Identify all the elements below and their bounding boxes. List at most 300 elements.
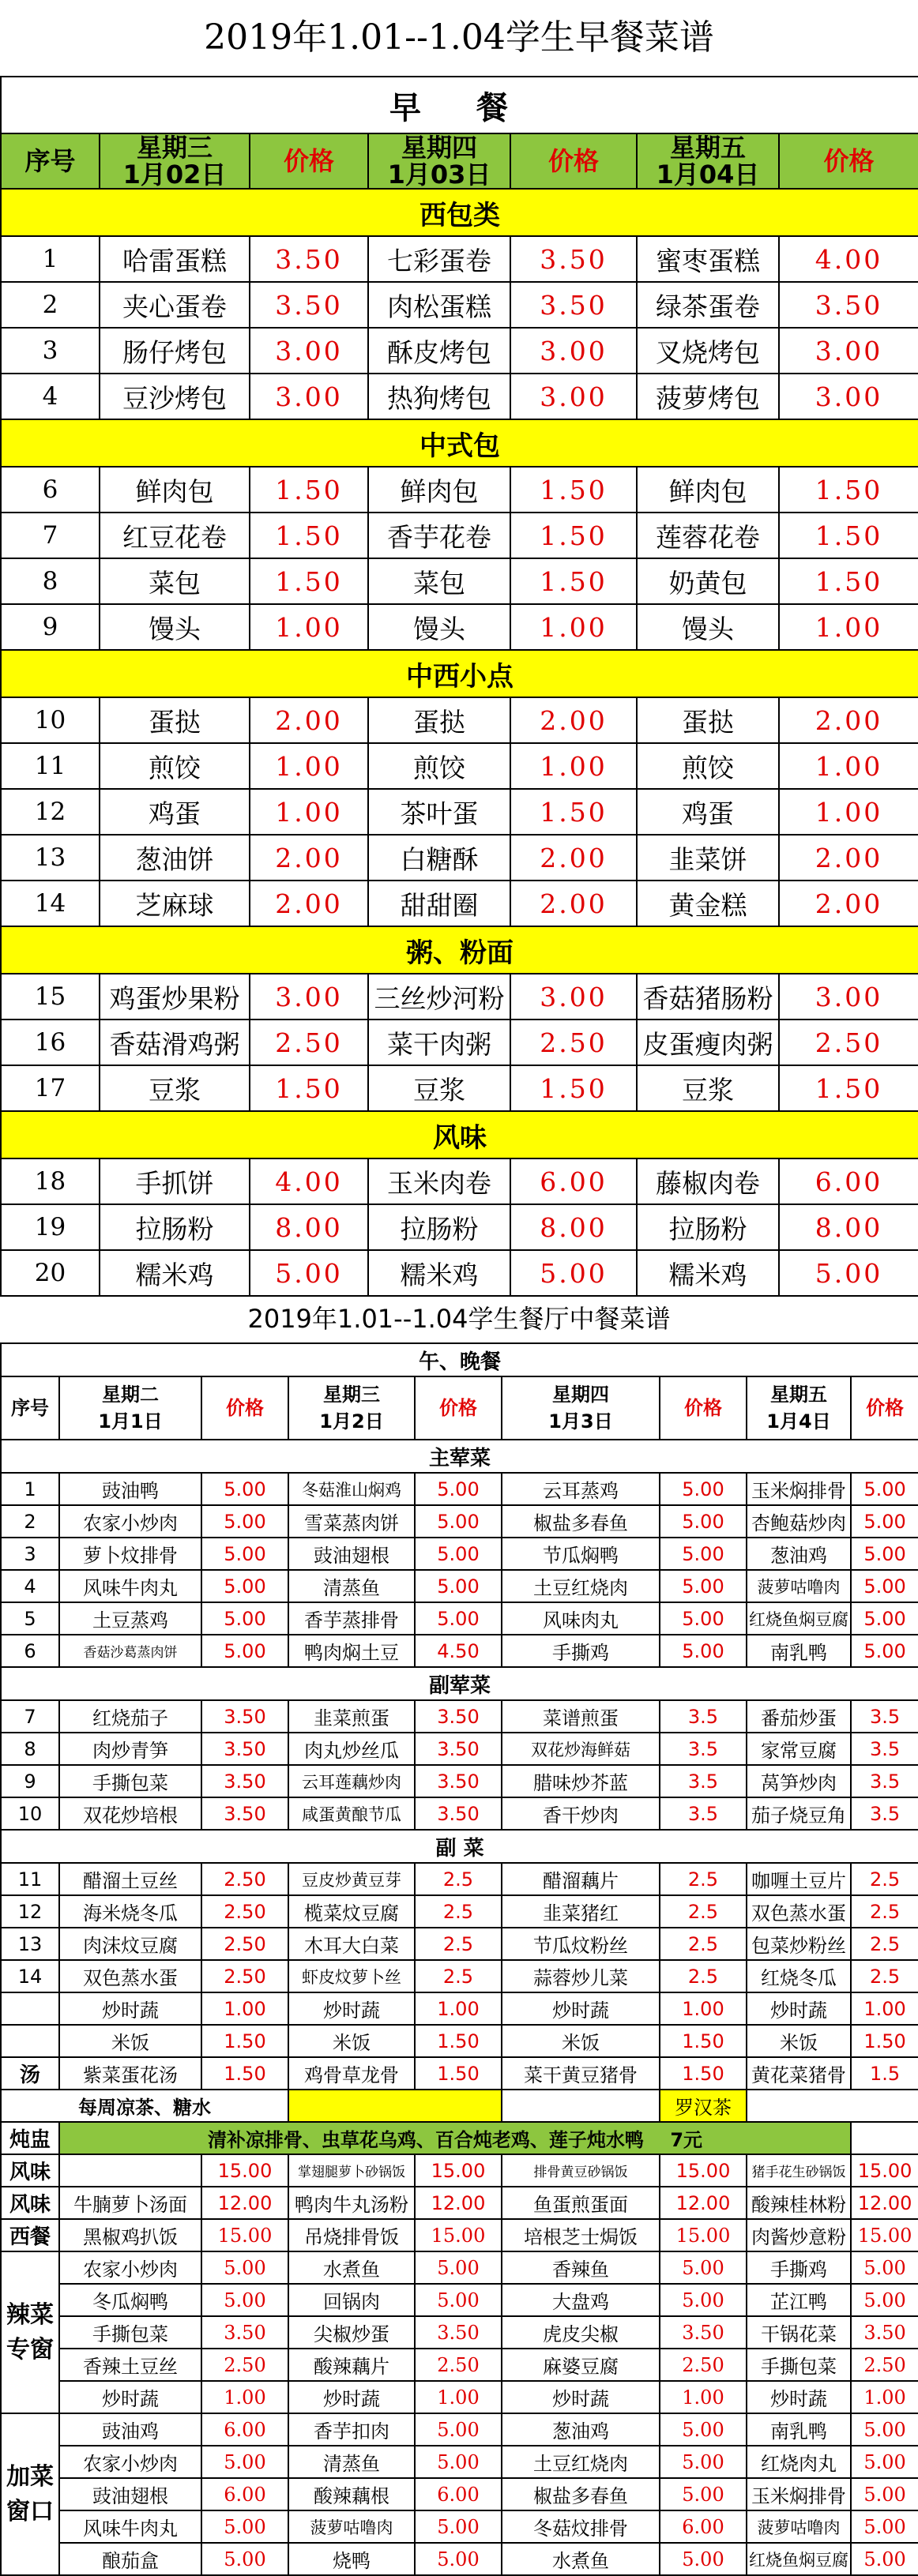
price-cell: 5.00 xyxy=(250,1250,368,1296)
price-cell: 5.00 xyxy=(851,2510,918,2543)
dish-cell: 冬菇淮山焖鸡 xyxy=(288,1473,415,1505)
price-cell: 5.00 xyxy=(851,2413,918,2446)
price-cell: 2.5 xyxy=(660,1863,747,1895)
dish-cell: 双花炒培根 xyxy=(59,1797,201,1830)
price-cell: 5.00 xyxy=(415,1602,502,1635)
dish-cell: 鸭肉焖土豆 xyxy=(288,1635,415,1667)
dish-cell: 手撕鸡 xyxy=(747,2251,851,2284)
stew-row xyxy=(1,2122,918,2154)
dish-cell: 白糖酥 xyxy=(368,835,510,881)
menu-row xyxy=(1,2025,918,2057)
price-cell: 3.50 xyxy=(779,282,918,328)
dish-cell: 炒时蔬 xyxy=(502,1992,660,2025)
price-cell: 1.50 xyxy=(779,1065,918,1111)
price-cell: 2.50 xyxy=(779,1020,918,1065)
menu-row xyxy=(1,697,918,743)
section-row xyxy=(1,926,918,974)
price-cell: 15.00 xyxy=(851,2154,918,2187)
price-cell: 5.00 xyxy=(201,2510,288,2543)
header-day: 星期五 1月4日 xyxy=(747,1376,851,1440)
dish-cell: 木耳大白菜 xyxy=(288,1928,415,1960)
extra-row xyxy=(1,2446,918,2478)
dish-cell: 海米烧冬瓜 xyxy=(59,1895,201,1928)
price-cell: 1.00 xyxy=(660,1992,747,2025)
price-cell: 12.00 xyxy=(660,2187,747,2219)
price-cell: 3.00 xyxy=(779,374,918,419)
dish-cell: 拉肠粉 xyxy=(637,1204,779,1250)
dish-cell: 清蒸鱼 xyxy=(288,1570,415,1602)
price-cell: 3.50 xyxy=(851,2316,918,2349)
price-cell: 6.00 xyxy=(201,2413,288,2446)
meal-row xyxy=(1,1343,918,1376)
dish-cell: 培根芝士焗饭 xyxy=(502,2219,660,2251)
dish-cell: 菠萝咕噜肉 xyxy=(747,1570,851,1602)
price-cell: 3.00 xyxy=(250,974,368,1020)
dish-cell: 菠萝烤包 xyxy=(637,374,779,419)
dish-cell: 农家小炒肉 xyxy=(59,2446,201,2478)
price-cell: 2.50 xyxy=(415,2349,502,2381)
header-day: 星期四 1月03日 xyxy=(368,133,510,189)
price-cell: 1.50 xyxy=(250,558,368,604)
price-cell: 12.00 xyxy=(415,2187,502,2219)
dish-cell: 莴笋炒肉 xyxy=(747,1765,851,1797)
price-cell: 1.00 xyxy=(201,2381,288,2413)
dish-cell: 藤椒肉卷 xyxy=(637,1158,779,1204)
dish-cell: 茶叶蛋 xyxy=(368,789,510,835)
dish-cell: 鲜肉包 xyxy=(368,467,510,513)
extra-row xyxy=(1,2543,918,2575)
header-price: 价格 xyxy=(660,1376,747,1440)
row-number: 4 xyxy=(1,1570,59,1602)
dish-cell: 拉肠粉 xyxy=(368,1204,510,1250)
row-number: 11 xyxy=(1,1863,59,1895)
header-day: 星期四 1月3日 xyxy=(502,1376,660,1440)
row-number: 17 xyxy=(1,1065,100,1111)
menu-row xyxy=(1,1250,918,1296)
menu-row xyxy=(1,1765,918,1797)
price-cell: 5.00 xyxy=(660,1570,747,1602)
dish-cell: 米饭 xyxy=(502,2025,660,2057)
dish-cell: 菜干肉粥 xyxy=(368,1020,510,1065)
dish-cell: 热狗烤包 xyxy=(368,374,510,419)
dish-cell: 馒头 xyxy=(368,604,510,650)
dish-cell: 肉松蛋糕 xyxy=(368,282,510,328)
extra-row xyxy=(1,2413,918,2446)
stew-price: 7元 xyxy=(670,2129,703,2151)
dish-cell: 炒时蔬 xyxy=(747,1992,851,2025)
price-cell: 5.00 xyxy=(415,2510,502,2543)
price-cell: 5.00 xyxy=(660,1473,747,1505)
price-cell: 3.50 xyxy=(201,1765,288,1797)
header-price: 价格 xyxy=(779,133,918,189)
menu-row xyxy=(1,1992,918,2025)
row-number: 6 xyxy=(1,1635,59,1667)
price-cell: 1.50 xyxy=(201,2057,288,2090)
price-cell: 2.50 xyxy=(201,1895,288,1928)
menu-row xyxy=(1,1570,918,1602)
dish-cell: 吊烧排骨饭 xyxy=(288,2219,415,2251)
dish-cell: 莲蓉花卷 xyxy=(637,513,779,558)
price-cell: 1.50 xyxy=(415,2025,502,2057)
price-cell: 3.50 xyxy=(660,2316,747,2349)
price-cell: 2.00 xyxy=(510,697,637,743)
dish-cell: 萝卜炆排骨 xyxy=(59,1538,201,1570)
dish-cell: 炒时蔬 xyxy=(747,2381,851,2413)
row-number: 3 xyxy=(1,328,100,374)
price-cell: 4.00 xyxy=(250,1158,368,1204)
dish-cell: 糯米鸡 xyxy=(100,1250,250,1296)
row-number: 13 xyxy=(1,1928,59,1960)
header-no: 序号 xyxy=(1,1376,59,1440)
price-cell: 5.00 xyxy=(660,2478,747,2510)
price-cell: 6.00 xyxy=(201,2478,288,2510)
price-cell: 2.5 xyxy=(415,1928,502,1960)
dish-cell: 鸡蛋 xyxy=(100,789,250,835)
dish-cell: 米饭 xyxy=(747,2025,851,2057)
weekly-drink-empty xyxy=(502,2090,660,2122)
dish-cell: 醋溜藕片 xyxy=(502,1863,660,1895)
dish-cell: 农家小炒肉 xyxy=(59,2251,201,2284)
spicy-row xyxy=(1,2251,918,2284)
header-day: 星期三 1月2日 xyxy=(288,1376,415,1440)
dish-cell: 烧鸭 xyxy=(288,2543,415,2575)
dish-cell: 葱油鸡 xyxy=(747,1538,851,1570)
dish-cell: 肉酱炒意粉 xyxy=(747,2219,851,2251)
menu-row xyxy=(1,236,918,282)
price-cell: 5.00 xyxy=(660,1635,747,1667)
lunch-title: 2019年1.01--1.04学生餐厅中餐菜谱 xyxy=(247,1304,671,1334)
row-number: 4 xyxy=(1,374,100,419)
dish-cell: 哈雷蛋糕 xyxy=(100,236,250,282)
price-cell: 12.00 xyxy=(201,2187,288,2219)
price-cell: 2.50 xyxy=(851,2349,918,2381)
menu-row xyxy=(1,1960,918,1992)
price-cell: 1.50 xyxy=(510,1065,637,1111)
dish-cell: 豆浆 xyxy=(100,1065,250,1111)
section-row xyxy=(1,650,918,697)
weekly-drink-label: 每周凉茶、糖水 xyxy=(1,2090,288,2122)
row-number: 13 xyxy=(1,835,100,881)
price-cell: 5.00 xyxy=(201,1602,288,1635)
section-name: 中西小点 xyxy=(1,650,918,697)
section-name: 副 菜 xyxy=(1,1830,918,1863)
dish-cell: 水煮鱼 xyxy=(502,2543,660,2575)
menu-row xyxy=(1,467,918,513)
row-number: 6 xyxy=(1,467,100,513)
price-cell: 6.00 xyxy=(510,1158,637,1204)
dish-cell: 腊味炒芥蓝 xyxy=(502,1765,660,1797)
row-number xyxy=(1,2025,59,2057)
dish-cell: 芷江鸭 xyxy=(747,2284,851,2316)
price-cell: 3.00 xyxy=(250,374,368,419)
price-cell: 3.50 xyxy=(201,1700,288,1733)
dish-cell: 葱油饼 xyxy=(100,835,250,881)
dish-cell: 葱油鸡 xyxy=(502,2413,660,2446)
dish-cell: 菜谱煎蛋 xyxy=(502,1700,660,1733)
dish-cell: 风味牛肉丸 xyxy=(59,2510,201,2543)
dish-cell: 蛋挞 xyxy=(368,697,510,743)
dish-cell: 红烧鱼焖豆腐 xyxy=(747,1602,851,1635)
breakfast-menu-table xyxy=(0,76,918,1297)
dish-cell: 南乳鸭 xyxy=(747,2413,851,2446)
price-cell: 1.00 xyxy=(779,789,918,835)
price-cell: 5.00 xyxy=(201,1473,288,1505)
price-cell: 1.50 xyxy=(510,467,637,513)
dish-cell: 炒时蔬 xyxy=(59,1992,201,2025)
price-cell: 2.5 xyxy=(851,1863,918,1895)
price-cell: 3.00 xyxy=(510,974,637,1020)
price-cell: 2.50 xyxy=(660,2349,747,2381)
dish-cell: 豆皮炒黄豆芽 xyxy=(288,1863,415,1895)
price-cell: 5.00 xyxy=(779,1250,918,1296)
row-number: 19 xyxy=(1,1204,100,1250)
dish-cell: 红烧冬瓜 xyxy=(747,1960,851,1992)
dish-cell: 夹心蛋卷 xyxy=(100,282,250,328)
price-cell: 5.00 xyxy=(660,1538,747,1570)
dish-cell: 紫菜蛋花汤 xyxy=(59,2057,201,2090)
row-number: 16 xyxy=(1,1020,100,1065)
section-name: 中式包 xyxy=(1,419,918,467)
dish-cell: 香菇猪肠粉 xyxy=(637,974,779,1020)
section-name: 风味 xyxy=(1,1111,918,1158)
dish-cell: 炒时蔬 xyxy=(288,1992,415,2025)
section-name: 副荤菜 xyxy=(1,1667,918,1700)
menu-row xyxy=(1,1020,918,1065)
row-number xyxy=(1,1992,59,2025)
price-cell: 5.00 xyxy=(660,2446,747,2478)
soup-row xyxy=(1,2057,918,2090)
dish-cell: 节瓜炆粉丝 xyxy=(502,1928,660,1960)
row-number: 9 xyxy=(1,604,100,650)
dish-cell: 南乳鸭 xyxy=(747,1635,851,1667)
dish-cell: 炒时蔬 xyxy=(502,2381,660,2413)
dish-cell: 云耳蒸鸡 xyxy=(502,1473,660,1505)
price-cell: 3.00 xyxy=(510,374,637,419)
dish-cell: 红烧鱼焖豆腐 xyxy=(747,2543,851,2575)
price-cell: 2.5 xyxy=(660,1928,747,1960)
price-cell: 5.00 xyxy=(415,2284,502,2316)
header-price: 价格 xyxy=(415,1376,502,1440)
price-cell: 2.00 xyxy=(510,881,637,926)
price-cell: 5.00 xyxy=(851,1538,918,1570)
spicy-row xyxy=(1,2284,918,2316)
menu-row xyxy=(1,835,918,881)
row-number: 8 xyxy=(1,1733,59,1765)
price-cell: 15.00 xyxy=(415,2154,502,2187)
price-cell: 1.00 xyxy=(660,2381,747,2413)
dish-cell: 鸡蛋炒果粉 xyxy=(100,974,250,1020)
menu-row xyxy=(1,558,918,604)
dish-cell: 肉炒青笋 xyxy=(59,1733,201,1765)
price-cell: 5.00 xyxy=(851,2251,918,2284)
dish-cell: 豉油翅根 xyxy=(59,2478,201,2510)
dish-cell: 玉米焖排骨 xyxy=(747,1473,851,1505)
dish-cell: 手撕鸡 xyxy=(502,1635,660,1667)
row-number: 9 xyxy=(1,1765,59,1797)
dish-cell: 酸辣藕根 xyxy=(288,2478,415,2510)
dish-cell xyxy=(59,2154,201,2187)
price-cell: 8.00 xyxy=(779,1204,918,1250)
price-cell: 3.00 xyxy=(510,328,637,374)
price-cell: 3.50 xyxy=(415,1797,502,1830)
price-cell: 2.5 xyxy=(851,1895,918,1928)
menu-row xyxy=(1,1204,918,1250)
section-name: 主荤菜 xyxy=(1,1440,918,1473)
dish-cell: 红豆花卷 xyxy=(100,513,250,558)
row-number: 15 xyxy=(1,974,100,1020)
row-number: 10 xyxy=(1,697,100,743)
dish-cell: 手撕包菜 xyxy=(59,2316,201,2349)
price-cell: 3.50 xyxy=(250,282,368,328)
dish-cell: 韭菜煎蛋 xyxy=(288,1700,415,1733)
price-cell: 2.5 xyxy=(660,1895,747,1928)
dish-cell: 香菇滑鸡粥 xyxy=(100,1020,250,1065)
menu-row xyxy=(1,881,918,926)
lunch-menu-table xyxy=(0,1342,918,2576)
dish-cell: 猪手花生砂锅饭 xyxy=(747,2154,851,2187)
price-cell: 3.00 xyxy=(250,328,368,374)
price-cell: 1.50 xyxy=(510,558,637,604)
menu-row xyxy=(1,1700,918,1733)
price-cell: 4.00 xyxy=(779,236,918,282)
price-cell: 3.5 xyxy=(851,1733,918,1765)
dish-cell: 手撕包菜 xyxy=(59,1765,201,1797)
dish-cell: 土豆蒸鸡 xyxy=(59,1602,201,1635)
row-number: 20 xyxy=(1,1250,100,1296)
dish-cell: 三丝炒河粉 xyxy=(368,974,510,1020)
stew-items: 清补凉排骨、虫草花乌鸡、百合炖老鸡、莲子炖水鸭 xyxy=(207,2129,644,2151)
row-number: 14 xyxy=(1,1960,59,1992)
dish-cell: 绿茶蛋卷 xyxy=(637,282,779,328)
price-cell: 5.00 xyxy=(415,2251,502,2284)
price-cell: 3.5 xyxy=(660,1733,747,1765)
dish-cell: 菠萝咕噜肉 xyxy=(747,2510,851,2543)
header-price: 价格 xyxy=(201,1376,288,1440)
menu-row xyxy=(1,974,918,1020)
dish-cell: 芝麻球 xyxy=(100,881,250,926)
dish-cell: 鸡骨草龙骨 xyxy=(288,2057,415,2090)
price-cell: 1.00 xyxy=(250,789,368,835)
dish-cell: 米饭 xyxy=(59,2025,201,2057)
menu-row xyxy=(1,1602,918,1635)
price-cell: 5.00 xyxy=(201,1505,288,1538)
dish-cell: 冬瓜焖鸭 xyxy=(59,2284,201,2316)
extra-label: 加菜窗口 xyxy=(1,2413,59,2575)
dish-cell: 香芋扣肉 xyxy=(288,2413,415,2446)
menu-row xyxy=(1,374,918,419)
dish-cell: 杏鲍菇炒肉 xyxy=(747,1505,851,1538)
menu-row xyxy=(1,513,918,558)
price-cell: 2.50 xyxy=(201,1928,288,1960)
menu-row xyxy=(1,328,918,374)
dish-cell: 茄子烧豆角 xyxy=(747,1797,851,1830)
menu-row xyxy=(1,789,918,835)
row-number: 2 xyxy=(1,282,100,328)
dish-cell: 玉米肉卷 xyxy=(368,1158,510,1204)
price-cell: 1.50 xyxy=(510,789,637,835)
dish-cell: 土豆红烧肉 xyxy=(502,1570,660,1602)
price-cell: 2.00 xyxy=(250,697,368,743)
price-cell: 1.00 xyxy=(510,743,637,789)
dish-cell: 双色蒸水蛋 xyxy=(59,1960,201,1992)
price-cell: 15.00 xyxy=(201,2219,288,2251)
spicy-row xyxy=(1,2381,918,2413)
dish-cell: 黄花菜猪骨 xyxy=(747,2057,851,2090)
dish-cell: 菜包 xyxy=(100,558,250,604)
price-cell: 5.00 xyxy=(660,2543,747,2575)
price-cell: 1.50 xyxy=(250,467,368,513)
price-cell: 5.00 xyxy=(851,2446,918,2478)
western-label: 西餐 xyxy=(1,2219,59,2251)
dish-cell: 豆浆 xyxy=(368,1065,510,1111)
price-cell: 3.50 xyxy=(415,1700,502,1733)
section-row xyxy=(1,1830,918,1863)
price-cell: 3.50 xyxy=(415,1765,502,1797)
price-cell: 5.00 xyxy=(415,1505,502,1538)
menu-row xyxy=(1,1065,918,1111)
dish-cell: 鸭肉牛丸汤粉 xyxy=(288,2187,415,2219)
header-no: 序号 xyxy=(1,133,100,189)
dish-cell: 掌翅腿萝卜砂锅饭 xyxy=(288,2154,415,2187)
dish-cell: 香辣鱼 xyxy=(502,2251,660,2284)
dish-cell: 酸辣藕片 xyxy=(288,2349,415,2381)
header-day: 星期二 1月1日 xyxy=(59,1376,201,1440)
price-cell: 3.00 xyxy=(779,974,918,1020)
menu-row xyxy=(1,1538,918,1570)
price-cell: 8.00 xyxy=(510,1204,637,1250)
dish-cell: 韭菜猪红 xyxy=(502,1895,660,1928)
price-cell: 12.00 xyxy=(851,2187,918,2219)
dish-cell: 香芋花卷 xyxy=(368,513,510,558)
dish-cell: 甜甜圈 xyxy=(368,881,510,926)
dish-cell: 炒时蔬 xyxy=(59,2381,201,2413)
dish-cell: 醋溜土豆丝 xyxy=(59,1863,201,1895)
dish-cell: 土豆红烧肉 xyxy=(502,2446,660,2478)
menu-row xyxy=(1,1928,918,1960)
stew-content xyxy=(59,2122,851,2154)
dish-cell: 云耳莲藕炒肉 xyxy=(288,1765,415,1797)
dish-cell: 风味牛肉丸 xyxy=(59,1570,201,1602)
price-cell: 3.50 xyxy=(415,2316,502,2349)
price-cell: 3.50 xyxy=(415,1733,502,1765)
dish-cell: 肠仔烤包 xyxy=(100,328,250,374)
menu-row xyxy=(1,1797,918,1830)
dish-cell: 椒盐多春鱼 xyxy=(502,2478,660,2510)
row-number: 14 xyxy=(1,881,100,926)
flavor-row xyxy=(1,2154,918,2187)
header-day: 星期三 1月02日 xyxy=(100,133,250,189)
price-cell: 5.00 xyxy=(415,1538,502,1570)
price-cell: 1.50 xyxy=(779,513,918,558)
price-cell: 5.00 xyxy=(660,1505,747,1538)
dish-cell: 干锅花菜 xyxy=(747,2316,851,2349)
row-number: 12 xyxy=(1,1895,59,1928)
price-cell: 1.50 xyxy=(250,513,368,558)
dish-cell: 煎饺 xyxy=(368,743,510,789)
menu-row xyxy=(1,1473,918,1505)
price-cell: 1.00 xyxy=(779,743,918,789)
menu-row xyxy=(1,1895,918,1928)
price-cell: 1.50 xyxy=(250,1065,368,1111)
price-cell: 1.00 xyxy=(201,1992,288,2025)
price-cell: 8.00 xyxy=(250,1204,368,1250)
price-cell: 3.5 xyxy=(851,1765,918,1797)
row-number: 12 xyxy=(1,789,100,835)
price-cell: 2.00 xyxy=(510,835,637,881)
menu-row xyxy=(1,1733,918,1765)
extra-row xyxy=(1,2478,918,2510)
dish-cell: 炒时蔬 xyxy=(288,2381,415,2413)
